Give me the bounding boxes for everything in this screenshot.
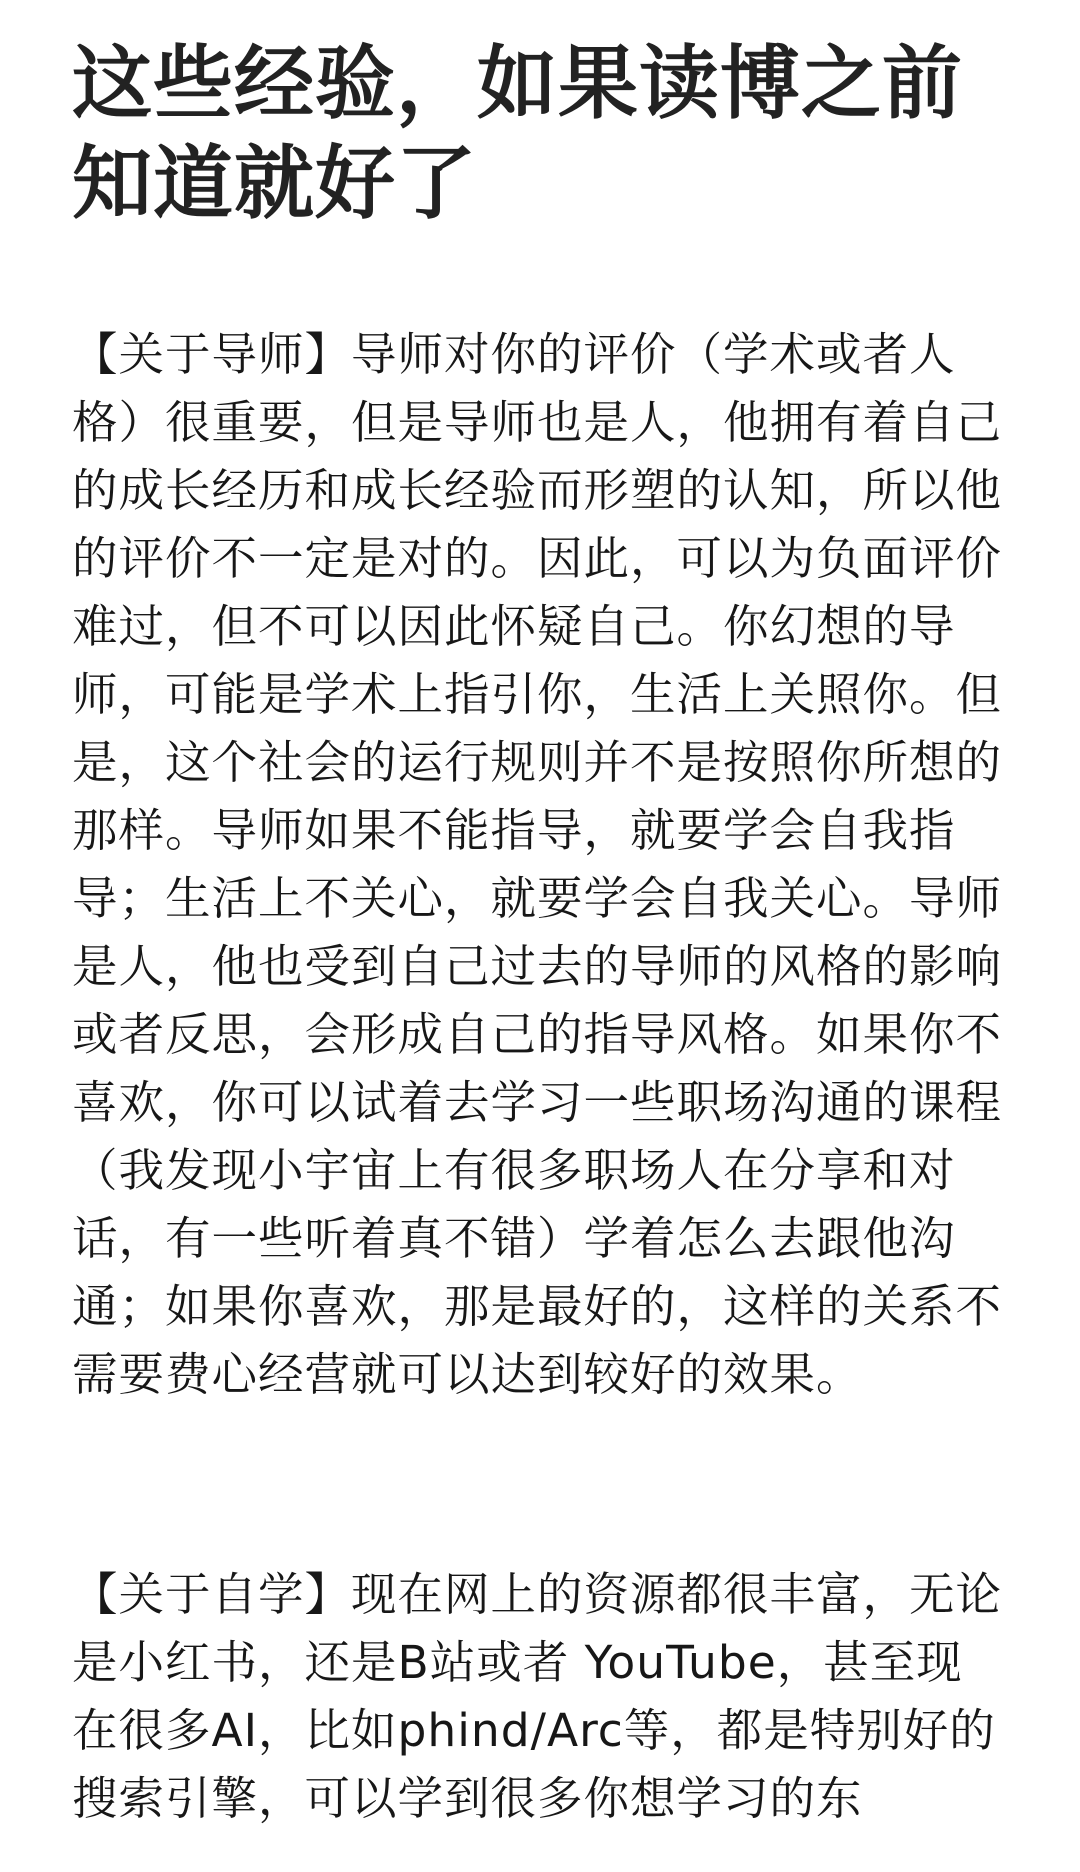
article-title: 这些经验，如果读博之前知道就好了	[72, 37, 963, 230]
article	[72, 34, 1008, 1833]
article-paragraph-self-learning: 【关于自学】现在网上的资源都很丰富，无论是小红书，还是B站或者 YouTube，甚至现在很多AI，比如phind/Arc等，都是特别好的搜索引擎，可以学到很多你想学习的东	[72, 1568, 1003, 1825]
article-paragraph-advisor: 【关于导师】导师对你的评价（学术或者人格）很重要，但是导师也是人，他拥有着自己的成长经历和成长经验而形塑的认知，所以他的评价不一定是对的。因此，可以为负面评价难过，但不可以因此怀疑自己。你幻想的导师，可能是学术上指引你，生活上关照你。但是，这个社会的运行规则并不是按照你所想的那样。导师如果不能指导，就要学会自我指导；生活上不关心，就要学会自我关心。导师是人，他也受到自己过去的导师的风格的影响或者反思，会形成自己的指导风格。如果你不喜欢，你可以试着去学习一些职场沟通的课程（我发现小宇宙上有很多职场人在分享和对话，有一些听着真不错）学着怎么去跟他沟通；如果你喜欢，那是最好的，这样的关系不需要费心经营就可以达到较好的效果。	[72, 328, 1003, 1401]
